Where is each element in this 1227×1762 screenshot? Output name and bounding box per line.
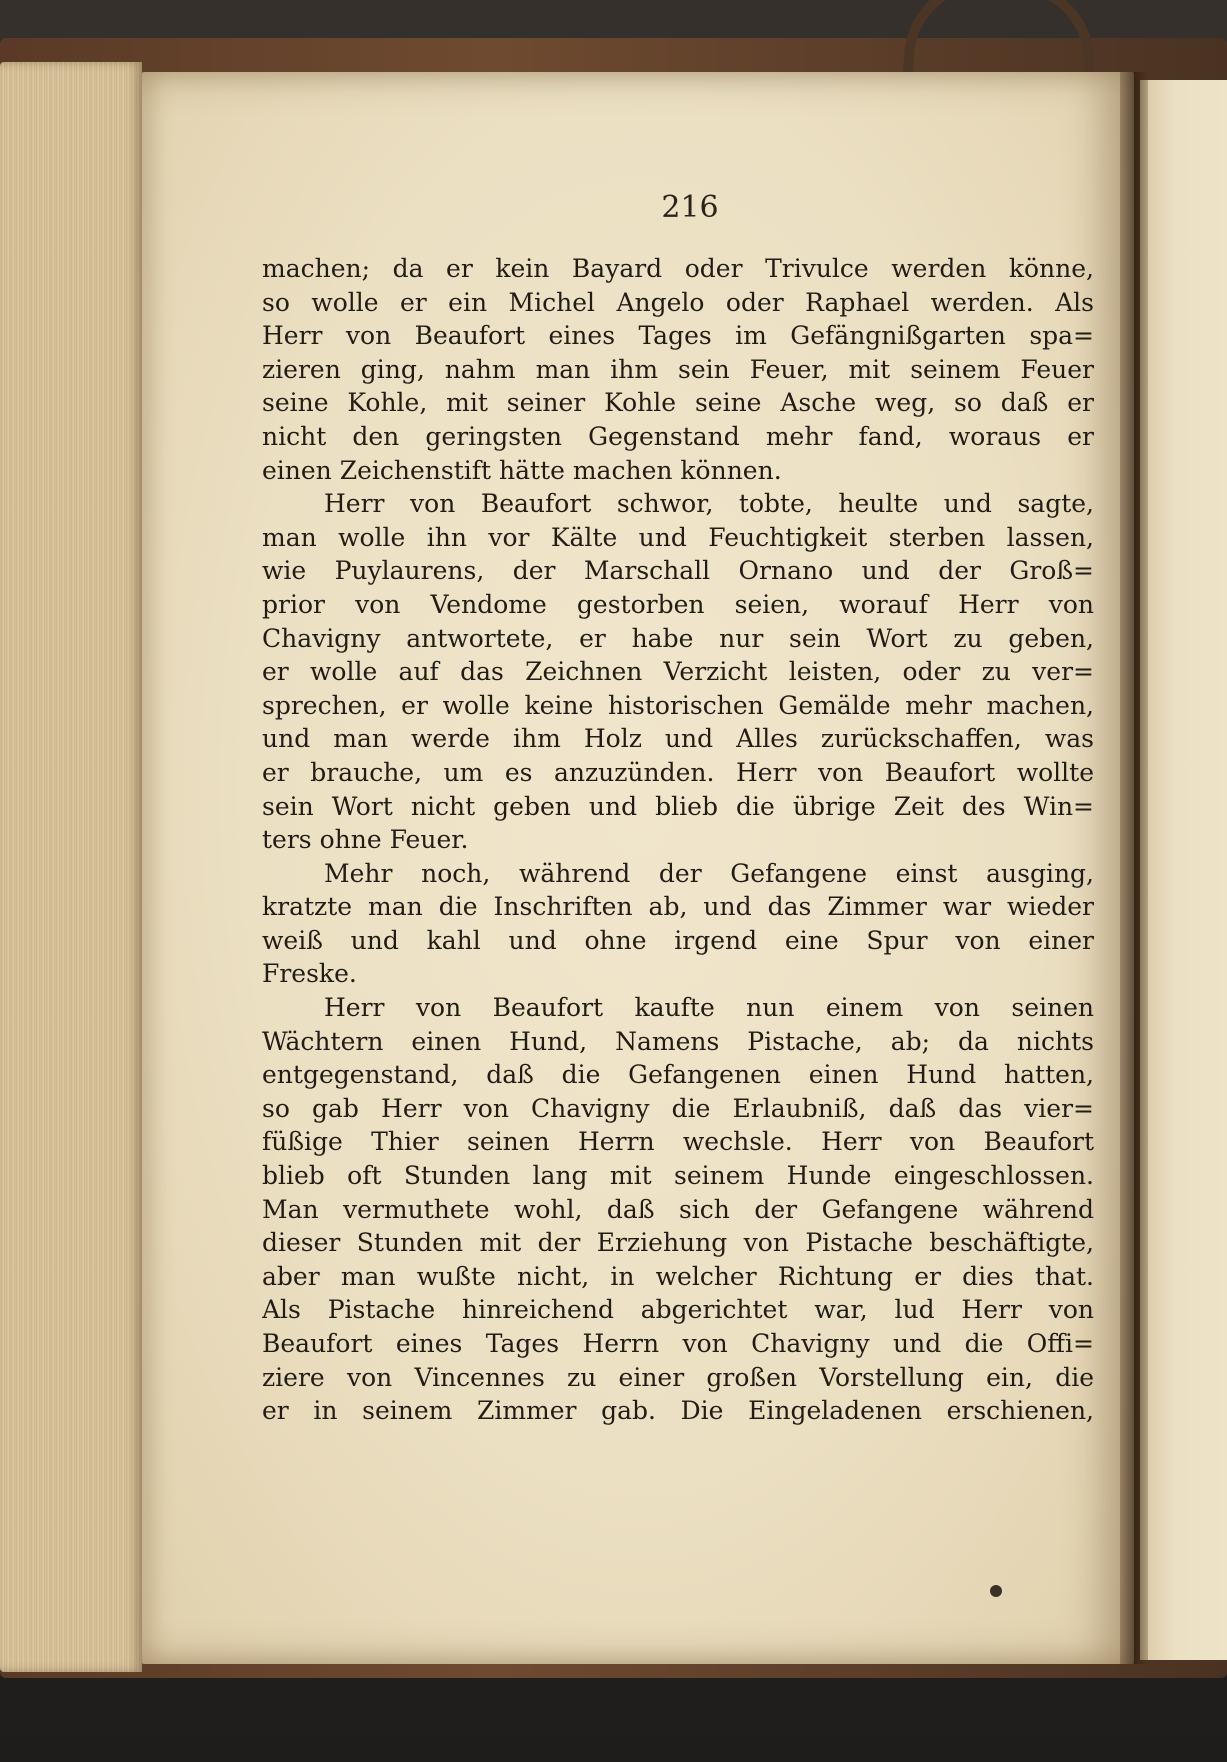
text-line: so wolle er ein Michel Angelo oder Raphael werden. Als — [262, 287, 1094, 317]
text-line: Herr von Beaufort schwor, tobte, heulte und sagte, — [324, 489, 1094, 519]
text-line: ters ohne Feuer. — [262, 825, 469, 855]
page-number: 216 — [661, 190, 719, 225]
text-line: Beaufort eines Tages Herrn von Chavigny und die Offi= — [262, 1329, 1094, 1358]
text-line: Chavigny antwortete, er habe nur sein Wort zu geben, — [262, 623, 1094, 653]
text-line: sein Wort nicht geben und blieb die übrige Zeit des Win= — [262, 791, 1094, 821]
text-line: man wolle ihn vor Kälte und Feuchtigkeit sterben lassen, — [262, 522, 1094, 552]
text-line: blieb oft Stunden lang mit seinem Hunde eingeschlossen. — [262, 1161, 1094, 1191]
book-gutter — [1120, 72, 1148, 1664]
text-line: nicht den geringsten Gegenstand mehr fand, woraus er — [262, 421, 1094, 451]
text-line: Mehr noch, während der Gefangene einst ausging, — [324, 858, 1094, 888]
text-line: und man werde ihm Holz und Alles zurückschaffen, was — [262, 724, 1094, 754]
text-line: Wächtern einen Hund, Namens Pistache, ab; da nichts — [262, 1026, 1094, 1056]
text-line: so gab Herr von Chavigny die Erlaubniß, daß das vier= — [262, 1093, 1094, 1123]
text-line: kratzte man die Inschriften ab, und das Zimmer war wieder — [262, 892, 1094, 922]
text-line: Herr von Beaufort eines Tages im Gefängnißgarten spa= — [262, 321, 1094, 351]
text-line: prior von Vendome gestorben seien, worauf Herr von — [262, 589, 1094, 619]
text-line: sprechen, er wolle keine historischen Gemälde mehr machen, — [262, 690, 1094, 720]
text-line: einen Zeichenstift hätte machen können. — [262, 455, 782, 485]
text-line: zieren ging, nahm man ihm sein Feuer, mit seinem Feuer — [262, 354, 1094, 384]
page-body-text — [262, 252, 1094, 1428]
text-line: entgegenstand, daß die Gefangenen einen Hund hatten, — [262, 1060, 1094, 1090]
text-line: ziere von Vincennes zu einer großen Vorstellung ein, die — [262, 1362, 1094, 1392]
text-line: Herr von Beaufort kaufte nun einem von seinen — [324, 993, 1094, 1023]
text-line: dieser Stunden mit der Erziehung von Pistache beschäftigte, — [262, 1228, 1094, 1258]
text-line: Man vermuthete wohl, daß sich der Gefangene während — [262, 1194, 1094, 1224]
text-line: aber man wußte nicht, in welcher Richtung er dies that. — [262, 1261, 1094, 1291]
text-line: er wolle auf das Zeichnen Verzicht leisten, oder zu ver= — [262, 657, 1094, 687]
text-line: seine Kohle, mit seiner Kohle seine Asche weg, so daß er — [262, 388, 1094, 418]
text-line: machen; da er kein Bayard oder Trivulce werden könne, — [262, 254, 1094, 283]
text-line: er in seinem Zimmer gab. Die Eingeladenen erschienen, — [262, 1396, 1094, 1426]
text-line: weiß und kahl und ohne irgend eine Spur von einer — [262, 925, 1094, 955]
text-line: Als Pistache hinreichend abgerichtet war, lud Herr von — [262, 1295, 1094, 1325]
page-edges — [0, 62, 142, 1672]
text-line: Freske. — [262, 959, 357, 989]
page-ornament — [990, 1585, 1002, 1597]
facing-page — [1140, 80, 1227, 1660]
text-line: füßige Thier seinen Herrn wechsle. Herr von Beaufort — [262, 1127, 1094, 1157]
text-line: wie Puylaurens, der Marschall Ornano und der Groß= — [262, 556, 1094, 586]
text-line: er brauche, um es anzuzünden. Herr von Beaufort wollte — [262, 757, 1094, 787]
